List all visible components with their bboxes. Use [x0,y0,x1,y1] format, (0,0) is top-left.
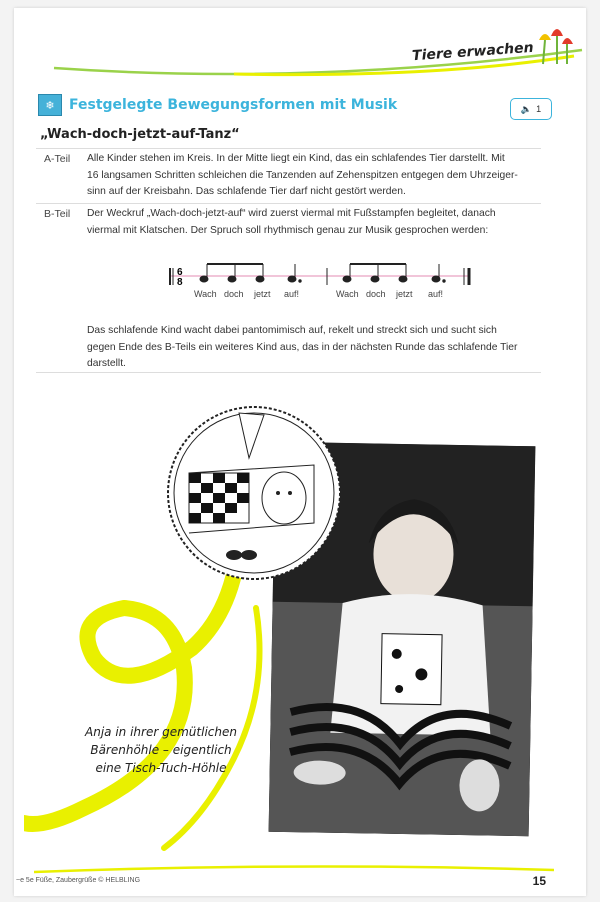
closing-text [87,323,542,373]
time-signature-top: 6 [177,267,183,278]
speaker-icon: 🔈 [520,103,533,114]
track-number: 1 [536,104,542,114]
caption-line: eine Tisch-Tuch-Höhle [95,761,227,775]
syllable: auf! [428,289,444,299]
part-b-text [87,206,542,239]
syllable: Wach [336,289,359,299]
rhythm-notation [164,259,484,309]
divider [36,148,541,149]
section-heading [38,94,397,116]
song-title: „Wach-doch-jetzt-auf-Tanz“ [40,127,240,142]
syllable: auf! [284,289,300,299]
chapter-title: Tiere erwachen [411,39,535,65]
text-line: darstellt. [87,358,126,369]
photo-caption [76,723,246,777]
syllable: doch [366,289,386,299]
page-number: 15 [532,874,546,888]
footer-source: ~e 5e Füße, Zaubergrüße © HELBLING [16,877,141,884]
syllable: doch [224,289,244,299]
part-a-text [87,151,542,201]
text-line: viermal mit Klatschen. Der Spruch soll rhythmisch genau zur Musik gesprochen werden: [87,224,489,236]
text-line: sinn auf der Kreisbahn. Das schlafende Tier darf nicht gestört werden. [87,186,406,197]
divider [36,372,541,373]
text-line: gegen Ende des B-Teils ein weiteres Kind aus, das in der nächsten Runde das schlafende Tier [87,341,518,353]
part-label-a: A-Teil [44,153,71,165]
text-line: Der Weckruf „Wach-doch-jetzt-auf“ wird zuerst viermal mit Fußstampfen begleitet, danach [87,208,496,219]
syllable: jetzt [254,289,271,299]
book-page [14,8,586,896]
section-title: Festgelegte Bewegungsformen mit Musik [69,97,398,113]
text-line: Alle Kinder stehen im Kreis. In der Mitte liegt ein Kind, das ein schlafendes Tier darstellt. Mit [87,153,505,164]
caption-line: Anja in ihrer gemütlichen [85,725,237,739]
text-line: Das schlafende Kind wacht dabei pantomimisch auf, rekelt und streckt sich und sucht sich [87,325,497,336]
audio-track-badge[interactable] [510,98,552,120]
text-line: 16 langsamen Schritten schleichen die Tanzenden auf Zehenspitzen entgegen dem Uhrzeiger- [87,169,518,181]
caption-line: Bärenhöhle – eigentlich [90,743,232,757]
divider [36,203,541,204]
bear-sleeping-illustration [154,403,354,603]
syllable: Wach [194,289,217,299]
syllable: jetzt [396,289,413,299]
tulip-icon [529,18,579,68]
snowflake-icon: ❄ [38,94,62,116]
time-signature-bottom: 8 [177,277,183,288]
part-label-b: B-Teil [44,208,71,220]
